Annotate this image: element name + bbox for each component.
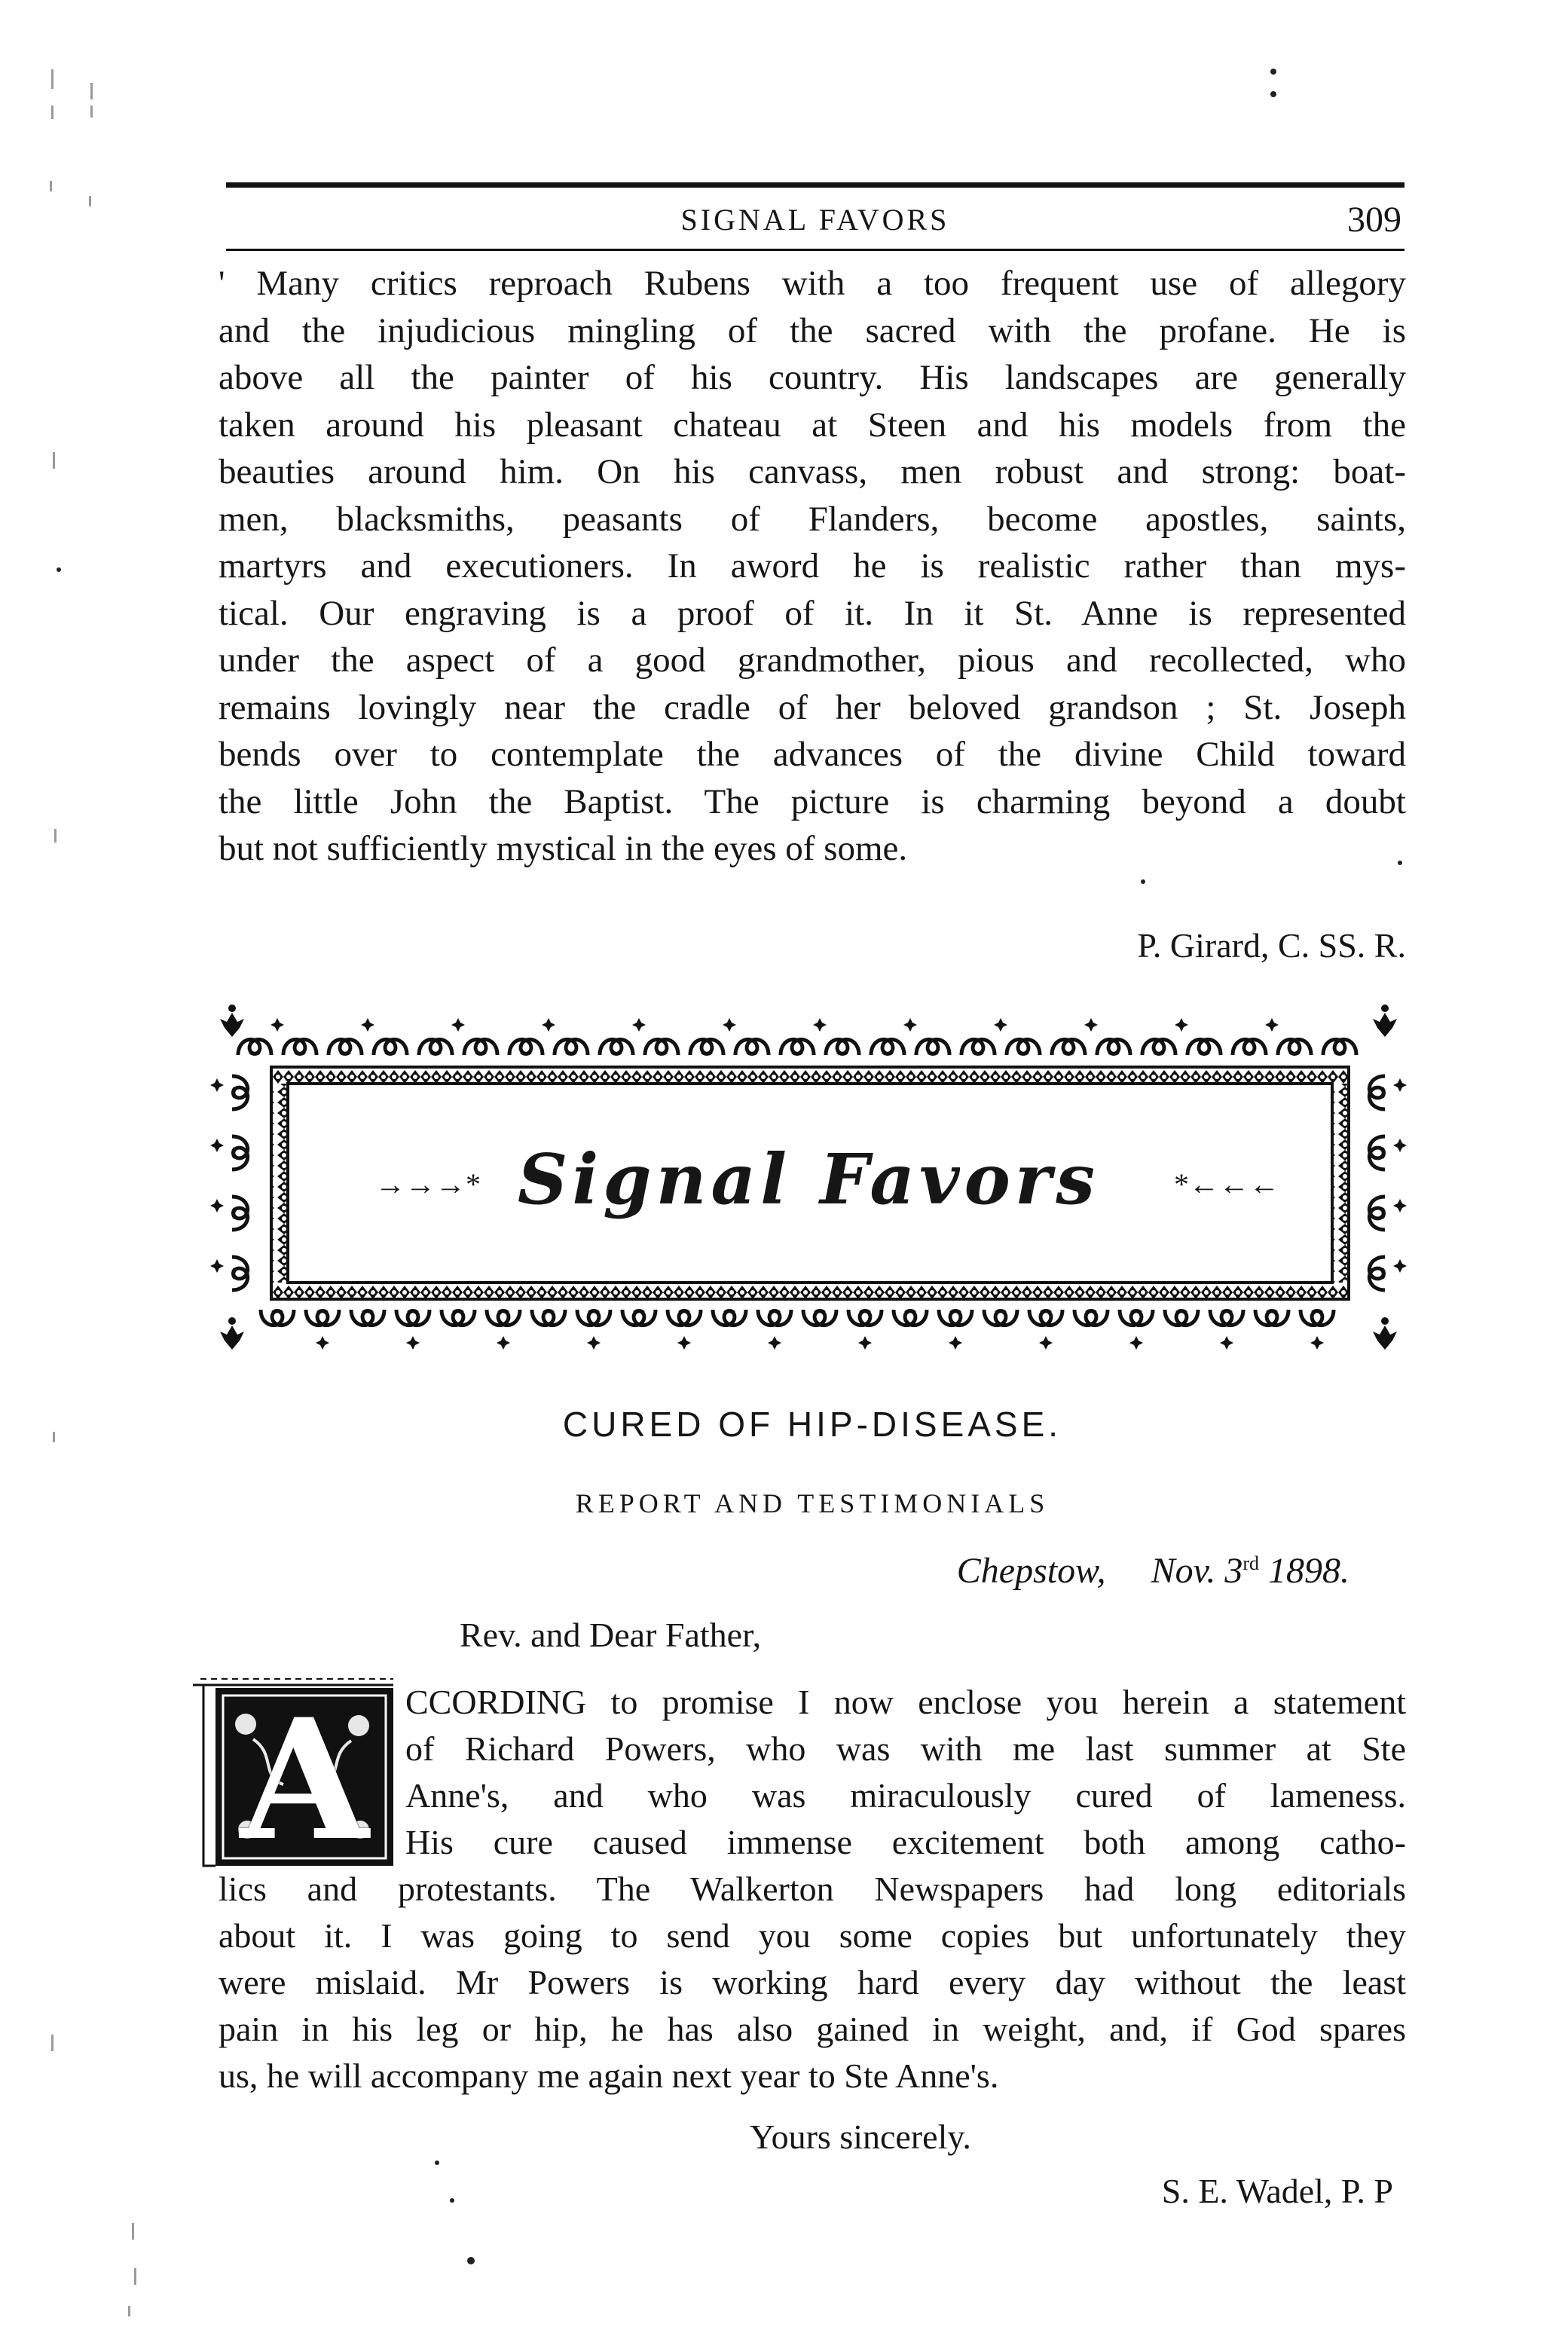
text-line: lics and protestants. The Walkerton Newspapers had long editorials: [219, 1870, 1406, 1908]
drop-cap-letter: A: [240, 1682, 369, 1877]
text-line: remains lovingly near the cradle of her beloved grandson ; St. Joseph: [219, 687, 1406, 727]
text-line: of Richard Powers, who was with me last summer at Ste: [405, 1729, 1406, 1768]
text-line: under the aspect of a good grandmother, pious and recollected, who: [219, 641, 1406, 680]
text-line: His cure caused immense excitement both among catho-: [405, 1823, 1406, 1861]
page-number: 309: [1347, 200, 1401, 240]
drop-cap: [193, 1671, 396, 1877]
text-line: Anne's, and who was miraculously cured of lameness.: [405, 1776, 1406, 1815]
place: Chepstow,: [956, 1551, 1106, 1591]
banner: [209, 1002, 1408, 1360]
text-line: but not sufficiently mystical in the eyes of some.: [219, 829, 908, 868]
text-line: ' Many critics reproach Rubens with a too frequent use of allegory: [219, 264, 1406, 303]
year: 1898.: [1268, 1551, 1349, 1591]
text-line: about it. I was going to send you some copies but unfortunately they: [219, 1916, 1406, 1955]
text-line: bends over to contemplate the advances of the divine Child toward: [219, 735, 1406, 774]
text-line: pain in his leg or hip, he has also gained in weight, and, if God spares: [219, 2010, 1406, 2048]
text-line: men, blacksmiths, peasants of Flanders, become apostles, saints,: [219, 499, 1406, 539]
text-line: martyrs and executioners. In aword he is realistic rather than mys-: [219, 546, 1406, 586]
date-suffix: rd: [1242, 1552, 1259, 1574]
running-title: SIGNAL FAVORS: [680, 203, 950, 237]
text-line: CCORDING to promise I now enclose you herein a statement: [405, 1683, 1406, 1721]
salutation: Rev. and Dear Father,: [460, 1616, 762, 1654]
header-rule-top: [226, 182, 1404, 188]
text-line: tical. Our engraving is a proof of it. In it St. Anne is represented: [219, 593, 1406, 633]
section-title: CURED OF HIP-DISEASE.: [562, 1405, 1062, 1444]
banner-title: Signal Favors: [517, 1139, 1100, 1220]
text-line: us, he will accompany me again next year to Ste Anne's.: [219, 2056, 999, 2095]
right-arrow-ornament: *←←←: [1174, 1167, 1279, 1201]
left-arrow-ornament: →→→*: [375, 1167, 481, 1201]
text-line: and the injudicious mingling of the sacred with the profane. He is: [219, 310, 1406, 350]
article-continuation: [219, 260, 1406, 873]
date: Nov. 3: [1151, 1551, 1243, 1591]
dateline: [957, 1537, 1349, 1598]
text-line: were mislaid. Mr Powers is working hard every day without the least: [219, 1963, 1406, 2001]
header-rule-bottom: [226, 249, 1404, 251]
article-signature: P. Girard, C. SS. R.: [1137, 926, 1406, 965]
text-line: beauties around him. On his canvass, men robust and strong: boat-: [219, 452, 1406, 491]
running-head: [226, 197, 1404, 243]
section-subtitle: REPORT AND TESTIMONIALS: [575, 1488, 1050, 1518]
text-line: above all the painter of his country. His landscapes are generally: [219, 358, 1406, 397]
text-line: taken around his pleasant chateau at Steen and his models from the: [219, 405, 1406, 445]
letter-signature: S. E. Wadel, P. P: [1161, 2172, 1393, 2210]
closing: Yours sincerely.: [750, 2118, 971, 2156]
text-line: the little John the Baptist. The picture is charming beyond a doubt: [219, 781, 1406, 821]
